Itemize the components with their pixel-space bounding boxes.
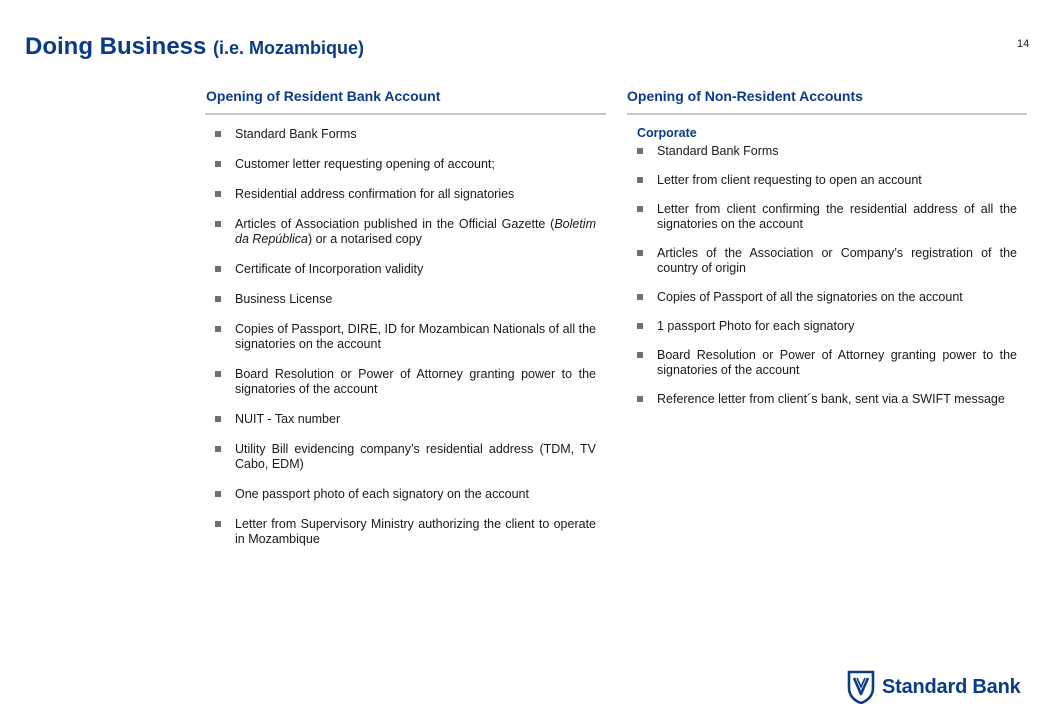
- list-item: [213, 187, 596, 202]
- bullet-square-icon: [215, 326, 221, 332]
- list-item: [213, 412, 596, 427]
- bullet-square-icon: [215, 491, 221, 497]
- gazette-name: Boletim da República: [235, 217, 596, 246]
- list-item: [635, 319, 1017, 334]
- list-item-text: 1 passport Photo for each signatory: [657, 319, 855, 333]
- bullet-square-icon: [215, 446, 221, 452]
- list-item-text: NUIT - Tax number: [235, 412, 341, 426]
- list-item-text: Customer letter requesting opening of account;: [235, 157, 495, 171]
- bullet-square-icon: [637, 177, 643, 183]
- list-item: [213, 487, 596, 502]
- list-item: [635, 290, 1017, 305]
- bullet-square-icon: [637, 294, 643, 300]
- list-item: [213, 157, 596, 172]
- page-title-main: Doing Business: [25, 33, 207, 60]
- list-item: [213, 292, 596, 307]
- standard-bank-logo: [847, 670, 1021, 704]
- list-item-text: Reference letter from client´s bank, sent via a SWIFT message: [657, 392, 1005, 406]
- list-item: [213, 127, 596, 142]
- list-item: [635, 202, 1017, 232]
- non-resident-account-heading: Opening of Non-Resident Accounts: [627, 86, 1027, 115]
- list-item-text: Business License: [235, 292, 333, 306]
- bullet-square-icon: [637, 206, 643, 212]
- list-item: [213, 322, 596, 352]
- list-item: [213, 517, 596, 547]
- bullet-square-icon: [215, 161, 221, 167]
- logo-text: Standard Bank: [882, 675, 1021, 698]
- bullet-square-icon: [215, 521, 221, 527]
- list-item: [635, 246, 1017, 276]
- list-item: [635, 173, 1017, 188]
- bullet-square-icon: [637, 148, 643, 154]
- non-resident-account-column: [627, 86, 1027, 421]
- corporate-subheading: Corporate: [637, 126, 697, 140]
- page-title-sub: (i.e. Mozambique): [213, 38, 365, 58]
- list-item: [213, 367, 596, 397]
- list-item: [635, 348, 1017, 378]
- list-item-text: Copies of Passport of all the signatories on the account: [657, 290, 963, 304]
- bullet-square-icon: [637, 352, 643, 358]
- bullet-square-icon: [215, 221, 221, 227]
- bullet-square-icon: [215, 296, 221, 302]
- resident-account-column: [205, 86, 606, 562]
- list-item-text: One passport photo of each signatory on the account: [235, 487, 529, 501]
- list-item-text: Board Resolution or Power of Attorney granting power to the signatories of the account: [657, 348, 1017, 377]
- list-item-text: Articles of the Association or Company’s registration of the country of origin: [657, 246, 1017, 275]
- bullet-square-icon: [215, 131, 221, 137]
- resident-account-heading: Opening of Resident Bank Account: [205, 86, 606, 115]
- page-title: [25, 33, 364, 61]
- page-number: 14: [1017, 38, 1030, 50]
- bullet-square-icon: [215, 416, 221, 422]
- bullet-square-icon: [215, 371, 221, 377]
- list-item-text: Residential address confirmation for all signatories: [235, 187, 515, 201]
- list-item-text: Letter from client confirming the residential address of all the signatories on the account: [657, 202, 1017, 231]
- list-item-text: Board Resolution or Power of Attorney granting power to the signatories of the account: [235, 367, 596, 396]
- list-item-text: Standard Bank Forms: [657, 144, 779, 158]
- resident-requirements-list: [205, 127, 606, 547]
- non-resident-requirements-list: [627, 144, 1027, 407]
- list-item-text: Standard Bank Forms: [235, 127, 357, 141]
- bullet-square-icon: [637, 396, 643, 402]
- list-item: [635, 392, 1017, 407]
- shield-icon: [847, 670, 875, 704]
- bullet-square-icon: [215, 266, 221, 272]
- list-item-text: Articles of Association published in the Official Gazette (Boletim da República) or a notarised copy: [235, 217, 596, 246]
- list-item-text: Letter from client requesting to open an account: [657, 173, 922, 187]
- list-item: [213, 442, 596, 472]
- list-item-text: Letter from Supervisory Ministry authorizing the client to operate in Mozambique: [235, 517, 596, 546]
- list-item-text: Copies of Passport, DIRE, ID for Mozambican Nationals of all the signatories on the account: [235, 322, 596, 351]
- bullet-square-icon: [215, 191, 221, 197]
- list-item: [635, 144, 1017, 159]
- bullet-square-icon: [637, 323, 643, 329]
- bullet-square-icon: [637, 250, 643, 256]
- list-item: [213, 217, 596, 247]
- list-item-text: Certificate of Incorporation validity: [235, 262, 424, 276]
- list-item: [213, 262, 596, 277]
- list-item-text: Utility Bill evidencing company’s residential address (TDM, TV Cabo, EDM): [235, 442, 596, 471]
